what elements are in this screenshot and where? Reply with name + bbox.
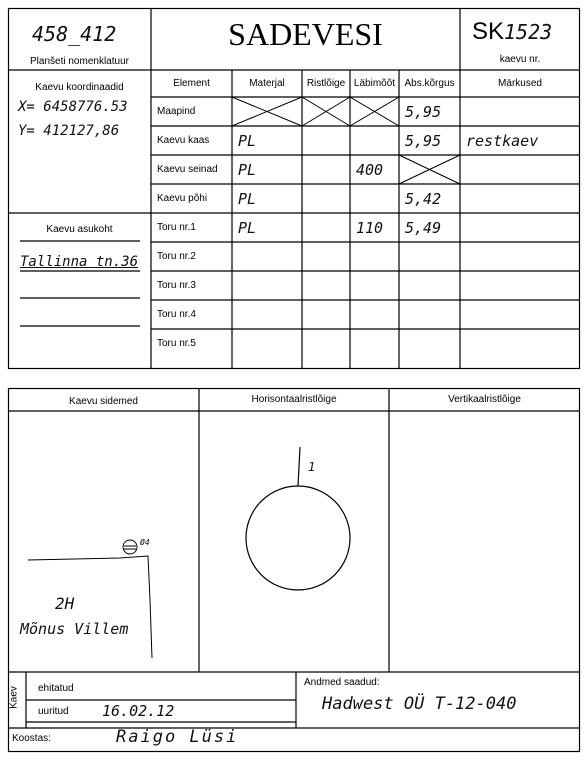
links-sketch bbox=[28, 540, 152, 658]
cell-abs-height: 5,49 bbox=[405, 218, 442, 237]
surveyed-value: 16.02.12 bbox=[102, 702, 175, 720]
pipe-label: Ø4 bbox=[140, 538, 150, 547]
vertical-heading: Vertikaalristlõige bbox=[448, 394, 521, 405]
location-value: Tallinna tn.36 bbox=[20, 254, 139, 270]
source-value: Hadwest OÜ T-12-040 bbox=[322, 694, 517, 714]
coords-label: Kaevu koordinaadid bbox=[35, 82, 124, 93]
cell-abs-height: 5,95 bbox=[405, 131, 442, 150]
cell-diameter: 110 bbox=[356, 218, 384, 237]
cell-element: Toru nr.3 bbox=[157, 280, 196, 291]
cell-element: Kaevu seinad bbox=[157, 164, 218, 175]
well-number-value: 1523 bbox=[504, 20, 553, 44]
cell-element: Toru nr.1 bbox=[157, 222, 196, 233]
coord-x: X= 6458776.53 bbox=[18, 99, 128, 115]
links-heading: Kaevu sidemed bbox=[69, 396, 138, 407]
plan-label: Planšeti nomenklatuur bbox=[30, 56, 129, 67]
header-diameter: Läbimõõt bbox=[353, 78, 396, 89]
horizontal-section-drawing bbox=[246, 447, 350, 590]
cell-material: PL bbox=[238, 189, 257, 208]
header-notes: Märkused bbox=[498, 78, 542, 89]
cell-notes: restkaev bbox=[466, 131, 539, 150]
cell-element: Kaevu kaas bbox=[157, 135, 210, 146]
header-material: Materjal bbox=[249, 78, 285, 89]
cell-material: PL bbox=[238, 218, 257, 237]
location-label: Kaevu asukoht bbox=[46, 224, 113, 235]
author-label: Koostas: bbox=[12, 733, 51, 744]
cell-element: Maapind bbox=[157, 106, 196, 117]
well-label: kaevu nr. bbox=[499, 54, 541, 65]
header-element: Element bbox=[173, 78, 210, 89]
coord-y: Y= 412127,86 bbox=[18, 123, 120, 139]
cell-abs-height: 5,42 bbox=[405, 189, 442, 208]
header-abs-height: Abs.kõrgus bbox=[404, 78, 455, 89]
plan-number: 458_412 bbox=[32, 22, 117, 46]
cell-element: Toru nr.4 bbox=[157, 309, 196, 320]
header-cross-section: Ristlõige bbox=[306, 78, 346, 89]
section-marker: 1 bbox=[308, 460, 316, 474]
well-prefix: SK bbox=[472, 18, 505, 45]
cell-element: Toru nr.2 bbox=[157, 251, 196, 262]
cell-element: Toru nr.5 bbox=[157, 338, 196, 349]
cell-material: PL bbox=[238, 131, 257, 150]
horizontal-heading: Horisontaalristlõige bbox=[251, 394, 337, 405]
well-side-label: Kaev bbox=[8, 686, 20, 709]
author-value: Raigo Lüsi bbox=[116, 727, 239, 747]
house-number: 2H bbox=[55, 594, 75, 613]
surveyed-label: uuritud bbox=[38, 706, 69, 717]
owner-name: Mõnus Villem bbox=[20, 620, 129, 638]
cell-material: PL bbox=[238, 160, 257, 179]
cell-element: Kaevu põhi bbox=[157, 193, 208, 204]
cell-diameter: 400 bbox=[356, 160, 384, 179]
cell-abs-height: 5,95 bbox=[405, 102, 442, 121]
source-label: Andmed saadud: bbox=[304, 677, 380, 688]
form-title: SADEVESI bbox=[228, 16, 383, 52]
built-label: ehitatud bbox=[38, 683, 74, 694]
